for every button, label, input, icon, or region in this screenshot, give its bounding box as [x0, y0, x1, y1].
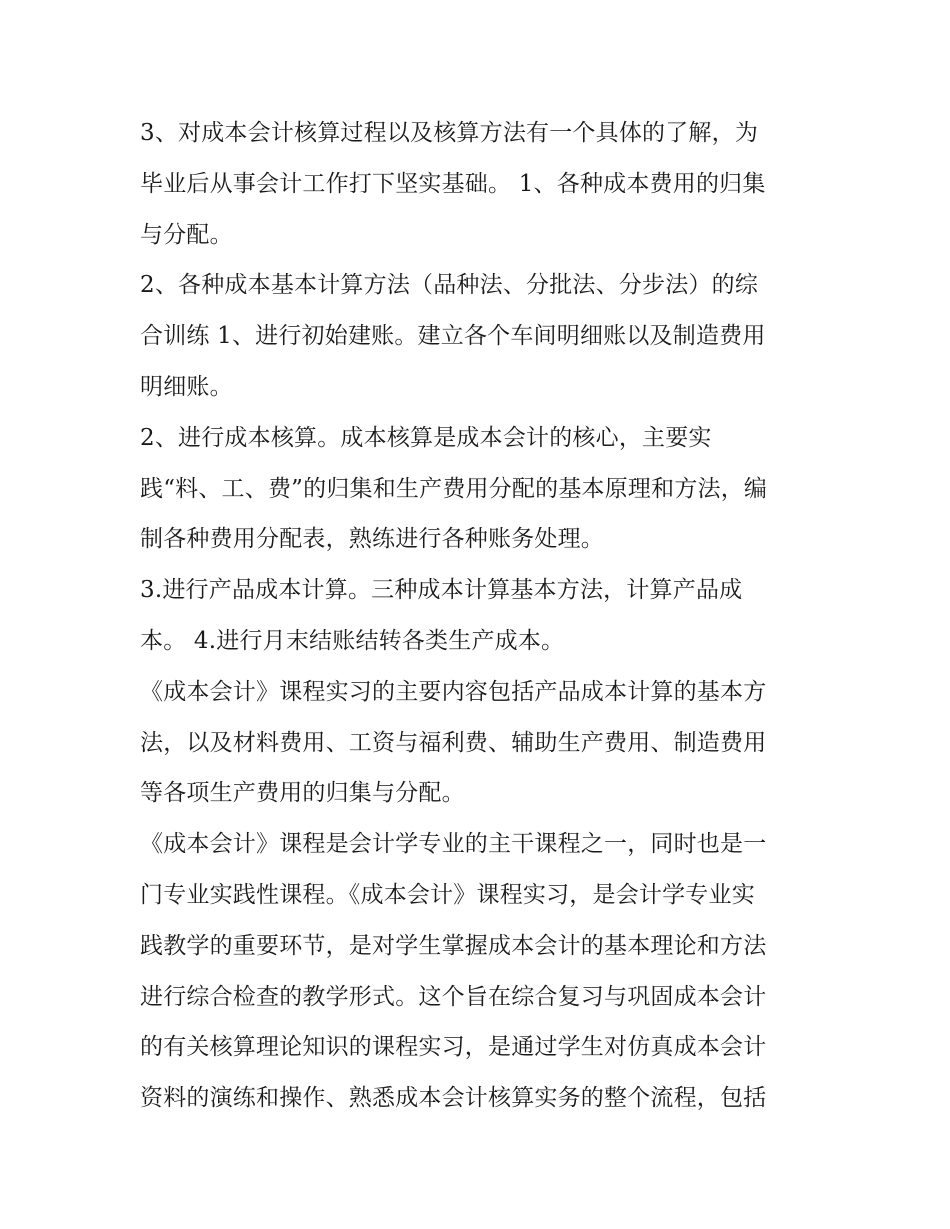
text-line: 践“料、工、费”的归集和生产费用分配的基本原理和方法，编: [140, 475, 768, 502]
text-line: 进行综合检查的教学形式。这个旨在综合复习与巩固成本会计: [140, 983, 767, 1010]
text-line: 制各种费用分配表，熟练进行各种账务处理。: [140, 526, 604, 553]
text-line: 践教学的重要环节，是对学生掌握成本会计的基本理论和方法: [140, 932, 767, 959]
text-line: 合训练 1、进行初始建账。建立各个车间明细账以及制造费用: [140, 323, 766, 350]
document-body: [140, 108, 820, 1124]
text-line: 的有关核算理论知识的课程实习，是通过学生对仿真成本会计: [140, 1034, 767, 1061]
text-line: 2、各种成本基本计算方法（品种法、分批法、分步法）的综: [140, 272, 759, 299]
text-line: 3、对成本会计核算过程以及核算方法有一个具体的了解，为: [140, 120, 759, 146]
text-line: 明细账。: [140, 373, 233, 400]
text-line: 法，以及材料费用、工资与福利费、辅助生产费用、制造费用: [140, 729, 767, 756]
text-line: 《成本会计》课程是会计学专业的主干课程之一，同时也是一: [140, 831, 767, 858]
text-line: 毕业后从事会计工作打下坚实基础。 1、各种成本费用的归集: [140, 170, 766, 197]
text-line: 与分配。: [140, 221, 233, 248]
text-line: 门专业实践性课程。《成本会计》课程实习，是会计学专业实: [140, 881, 755, 908]
text-line: 本。 4.进行月末结账结转各类生产成本。: [140, 627, 565, 654]
text-line: 3.进行产品成本计算。三种成本计算基本方法，计算产品成: [140, 577, 743, 604]
text-line: 2、进行成本核算。成本核算是成本会计的核心，主要实: [140, 424, 712, 451]
text-line: 《成本会计》课程实习的主要内容包括产品成本计算的基本方: [140, 678, 767, 705]
text-line: 资料的演练和操作、熟悉成本会计核算实务的整个流程，包括: [140, 1085, 767, 1112]
text-line: 等各项生产费用的归集与分配。: [140, 780, 465, 807]
